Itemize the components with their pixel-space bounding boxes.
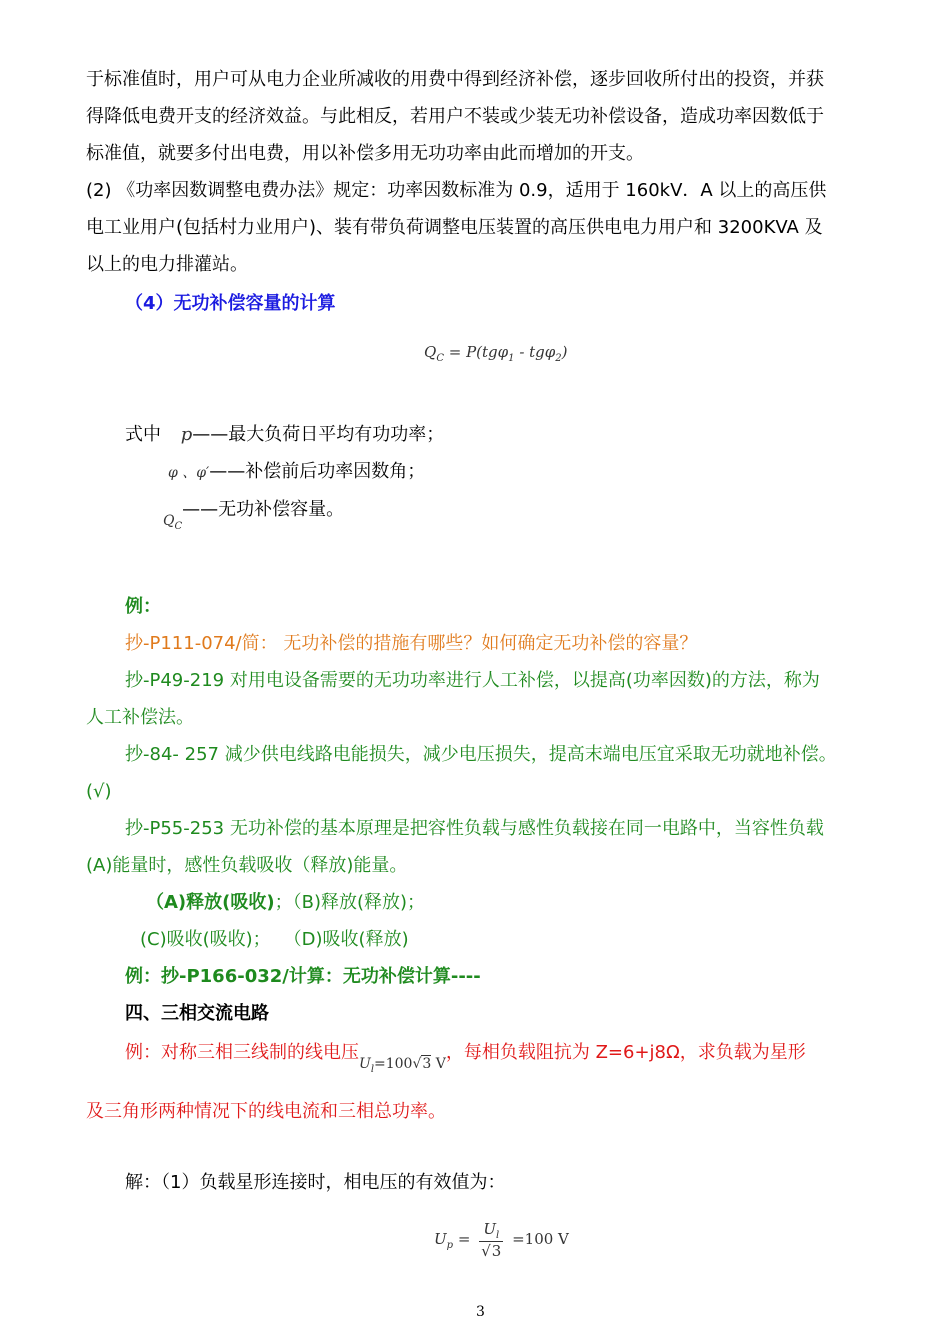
example-e3-line2: (√) (86, 781, 112, 802)
section-four-heading: 四、三相交流电路 (125, 1003, 269, 1024)
options-cd: (C)吸收(吸收)； （D)吸收(释放) (140, 929, 409, 950)
page-number: 3 (476, 1304, 485, 1320)
section4-heading: （4）无功补偿容量的计算 (125, 293, 336, 314)
solution-text: 解：（1）负载星形连接时，相电压的有效值为： (125, 1172, 506, 1193)
example-label: 例： (125, 596, 161, 617)
formula-qc: $Q_C = P(tg\varphi_1 - tg\varphi_2)$ (424, 343, 568, 364)
example-e2-line1: 抄-P49-219 对用电设备需要的无功功率进行人工补偿，以提高(功率因数)的方法，称为 (125, 670, 820, 691)
options-ab: （A)释放(吸收)；（B)释放(释放)； (146, 892, 426, 913)
definition-p: 式中 p——最大负荷日平均有功功率； (125, 424, 445, 445)
example-e5: 例：抄-P166-032/计算：无功补偿计算---- (125, 966, 481, 987)
definition-qc: $_{Q_C}$——无功补偿容量。 (163, 499, 345, 532)
paragraph1-line1: 于标准值时，用户可从电力企业所减收的用费中得到经济补偿，逐步回收所付出的投资，并获 (86, 69, 824, 90)
example-e1: 抄-P111-074/简： 无功补偿的措施有哪些？如何确定无功补偿的容量？ (125, 633, 698, 654)
paragraph1-line2: 得降低电费开支的经济效益。与此相反，若用户不装或少装无功补偿设备，造成功率因数低于 (86, 106, 824, 127)
example-e4-line2: (A)能量时，感性负载吸收（释放)能量。 (86, 855, 408, 876)
paragraph2-line3: 以上的电力排灌站。 (86, 254, 248, 275)
formula-up: $U_p$ = $\frac{U_l}{√3}$ =100 V (434, 1220, 569, 1260)
example-e4-line1: 抄-P55-253 无功补偿的基本原理是把容性负载与感性负载接在同一电路中，当容性负载 (125, 818, 824, 839)
problem-line2: 及三角形两种情况下的线电流和三相总功率。 (86, 1101, 446, 1122)
paragraph1-line3: 标准值，就要多付出电费，用以补偿多用无功功率由此而增加的开支。 (86, 143, 644, 164)
paragraph2-line1: (2) 《功率因数调整电费办法》规定：功率因数标准为 0.9，适用于 160kV．A 以上的高压供 (86, 180, 827, 201)
paragraph2-line2: 电工业用户(包括村力业用户)、装有带负荷调整电压装置的高压供电电力用户和 3200KVA 及 (86, 217, 823, 238)
definition-phi: φ 、φ′——补偿前后功率因数角； (168, 461, 426, 482)
example-e3-line1: 抄-84- 257 减少供电线路电能损失，减少电压损失，提高末端电压宜采取无功就地补偿。 (125, 744, 837, 765)
problem-line1: 例：对称三相三线制的线电压$_{U_l=100√3 V}$，每相负载阻抗为 Z=6+j8Ω，求负载为星形 (125, 1042, 806, 1075)
example-e2-line2: 人工补偿法。 (86, 707, 194, 728)
